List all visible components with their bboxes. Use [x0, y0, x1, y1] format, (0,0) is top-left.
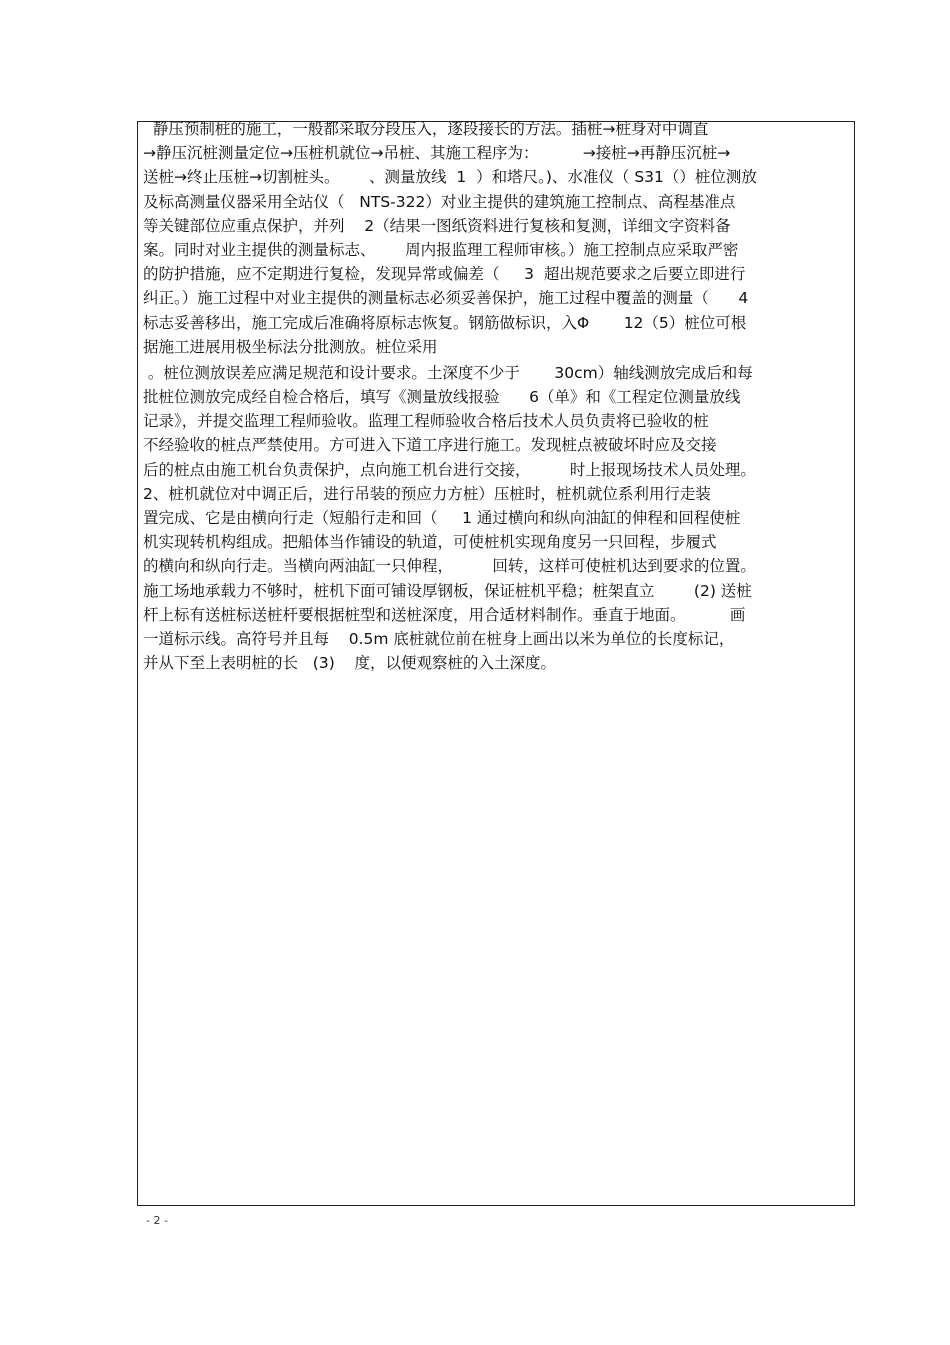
text-line: 标志妥善移出，施工完成后准确将原标志恢复。钢筋做标识，入Φ 12（5）桩位可根	[143, 314, 747, 332]
text-line: 纠正。）施工过程中对业主提供的测量标志必须妥善保护，施工过程中覆盖的测量（ 4	[143, 289, 749, 307]
text-line: 一道标示线。高符号并且每 0.5m 底桩就位前在桩身上画出以米为单位的长度标记，	[143, 630, 735, 648]
text-line: 批桩位测放完成经自检合格后，填写《测量放线报验 6（单》和《工程定位测量放线	[143, 388, 741, 406]
text-line: 2、桩机就位对中调正后，进行吊装的预应力方桩）压桩时，桩机就位系利用行走装	[143, 485, 711, 503]
text-line: 等关键部位应重点保护，并列 2（结果一图纸资料进行复核和复测，详细文字资料备	[143, 217, 731, 235]
page-number: - 2 -	[146, 1214, 168, 1227]
text-line: 记录》，并提交监理工程师验收。监理工程师验收合格后技术人员负责将已验收的桩	[143, 412, 709, 430]
text-line: 及标高测量仪器采用全站仪（ NTS-322）对业主提供的建筑施工控制点、高程基准点	[143, 193, 736, 211]
text-line: 后的桩点由施工机台负责保护，点向施工机台进行交接， 时上报现场技术人员处理。	[143, 461, 756, 479]
text-line: 送桩→终止压桩→切割桩头。 、测量放线 1 ）和塔尺。)、水准仪（ S31（）桩位测放	[143, 168, 757, 186]
text-line: 案。同时对业主提供的测量标志、 周内报监理工程师审核。）施工控制点应采取严密	[143, 241, 739, 259]
text-line: 。桩位测放误差应满足规范和设计要求。土深度不少于 30cm）轴线测放完成后和每	[143, 364, 753, 382]
text-line: 机实现转机构组成。把船体当作铺设的轨道，可使桩机实现角度另一只回程，步履式	[143, 533, 717, 551]
text-line: →静压沉桩测量定位→压桩机就位→吊桩、其施工程序为： →接桩→再静压沉桩→	[143, 144, 731, 162]
text-line: 的防护措施，应不定期进行复检，发现异常或偏差（ 3 超出规范要求之后要立即进行	[143, 265, 746, 283]
text-line: 不经验收的桩点严禁使用。方可进入下道工序进行施工。发现桩点被破坏时应及交接	[143, 436, 717, 454]
text-line: 的横向和纵向行走。当横向两油缸一只伸程， 回转，这样可使桩机达到要求的位置。	[143, 557, 756, 575]
text-line: 施工场地承载力不够时，桩机下面可铺设厚钢板，保证桩机平稳；桩架直立 (2) 送桩	[143, 582, 752, 600]
text-line: 并从下至上表明桩的长 (3) 度，以便观察桩的入土深度。	[143, 654, 556, 672]
text-line: 据施工进展用极坐标法分批测放。桩位采用	[143, 338, 438, 356]
text-line: 置完成、它是由横向行走（短船行走和回（ 1 通过横向和纵向油缸的伸程和回程使桩	[143, 509, 741, 527]
text-line: 杆上标有送桩标送桩杆要根据桩型和送桩深度，用合适材料制作。垂直于地面。 画	[143, 606, 746, 624]
text-line: 静压预制桩的施工，一般都采取分段压入，逐段接长的方法。插桩→桩身对中调直	[143, 120, 709, 138]
